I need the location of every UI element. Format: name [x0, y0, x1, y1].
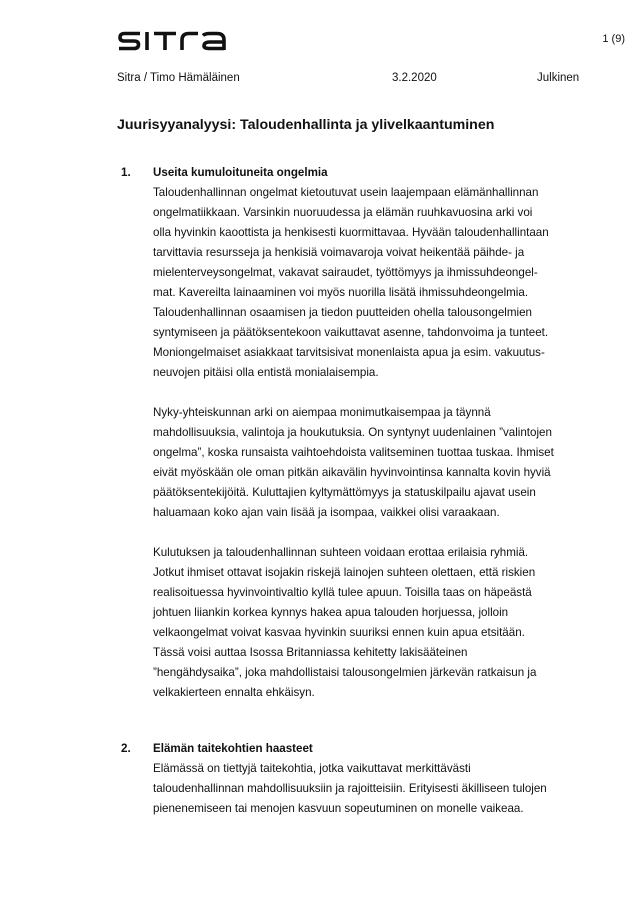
text-line: Elämässä on tiettyjä taitekohtia, jotka vaikuttavat merkittävästi [153, 762, 471, 775]
text-line: tarvittavia resursseja ja henkisiä voimavaroja voivat heikentää päihde- ja [153, 246, 525, 259]
text-line: Taloudenhallinnan osaamisen ja tiedon puutteiden ohella talousongelmien [153, 306, 533, 319]
text-line: mat. Kavereilta lainaaminen voi myös nuorilla lisätä ihmissuhdeongelmia. [153, 286, 529, 299]
section-heading [121, 739, 581, 759]
document-title: Juurisyyanalyysi: Taloudenhallinta ja ylivelkaantuminen [117, 117, 495, 133]
text-line: ongelmatiikkaan. Varsinkin nuoruudessa ja elämän ruuhkavuosina arki voi [153, 206, 533, 219]
text-line: velkakierteen ennalta ehkäisyn. [153, 686, 315, 699]
text-line: neuvojen pitäisi olla entistä monialaisempia. [153, 366, 379, 379]
section-2 [121, 739, 581, 839]
text-line: Moniongelmaiset asiakkaat tarvitsisivat monenlaista apua ja esim. vakuutus- [153, 346, 545, 359]
text-line: Tässä voisi auttaa Isossa Britanniassa kehitetty lakisääteinen [153, 646, 468, 659]
text-line: olla hyvinkin kaoottista ja henkisesti kuormittavaa. Hyvään taloudenhallintaan [153, 226, 549, 239]
text-line: Jotkut ihmiset ottavat isojakin riskejä lainojen suhteen olettaen, että riskien [153, 566, 536, 579]
text-line: syntymiseen ja päätöksentekoon vaikuttavat asenne, tahdonvoima ja tunteet. [153, 326, 549, 339]
text-line: taloudenhallinnan mahdollisuuksiin ja rajoitteisiin. Erityisesti äkilliseen tulojen [153, 782, 547, 795]
section-heading [121, 163, 581, 183]
text-line: velkaongelmat voivat kasvaa hyvinkin suuriksi ennen kuin apua etsitään. [153, 626, 525, 639]
text-line: pienenemiseen tai menojen kasvuun sopeutuminen on monelle vaikeaa. [153, 802, 524, 815]
author: Sitra / Timo Hämäläinen [117, 72, 240, 84]
sitra-logo [118, 30, 228, 52]
paragraph [153, 759, 581, 819]
text-line: päätöksentekijöitä. Kuluttajien kyltymättömyys ja statuskilpailu ajavat usein [153, 486, 536, 499]
text-line: ongelma”, koska runsaista vaihtoehdoista valitseminen tuottaa tuskaa. Ihmiset [153, 446, 554, 459]
page-number: 1 (9) [602, 33, 625, 45]
text-line: realisoituessa hyvinvointivaltio kyllä tulee apuun. Toisilla taas on häpeästä [153, 586, 532, 599]
section-title: Useita kumuloituneita ongelmia [153, 166, 328, 179]
document-date: 3.2.2020 [392, 72, 437, 84]
text-line: eivät myöskään ole oman pitkän aikavälin hyvinvointinsa kannalta kovin hyviä [153, 466, 551, 479]
text-line: haluamaan koko ajan vain lisää ja isompaa, vaikkei olisi varaakaan. [153, 506, 500, 519]
text-line: Nyky-yhteiskunnan arki on aiempaa monimutkaisempaa ja täynnä [153, 406, 491, 419]
section-1 [121, 163, 581, 723]
text-line: johtuen liiankin korkea kynnys hakea apua talouden horjuessa, jolloin [153, 606, 509, 619]
section-title: Elämän taitekohtien haasteet [153, 742, 313, 755]
section-number: 1. [121, 166, 131, 179]
paragraph [153, 403, 581, 523]
text-line: Taloudenhallinnan ongelmat kietoutuvat usein laajempaan elämänhallinnan [153, 186, 539, 199]
section-number: 2. [121, 742, 131, 755]
text-line: mahdollisuuksia, valintoja ja houkutuksia. On syntynyt uudenlainen ”valintojen [153, 426, 552, 439]
classification: Julkinen [537, 72, 580, 84]
paragraph [153, 183, 581, 383]
paragraph [153, 543, 581, 703]
text-line: ”hengähdysaika”, joka mahdollistaisi talousongelmien järkevän ratkaisun ja [153, 666, 537, 679]
text-line: Kulutuksen ja taloudenhallinnan suhteen voidaan erottaa erilaisia ryhmiä. [153, 546, 529, 559]
text-line: mielenterveysongelmat, vakavat sairaudet, työttömyys ja ihmissuhdeongel- [153, 266, 538, 279]
